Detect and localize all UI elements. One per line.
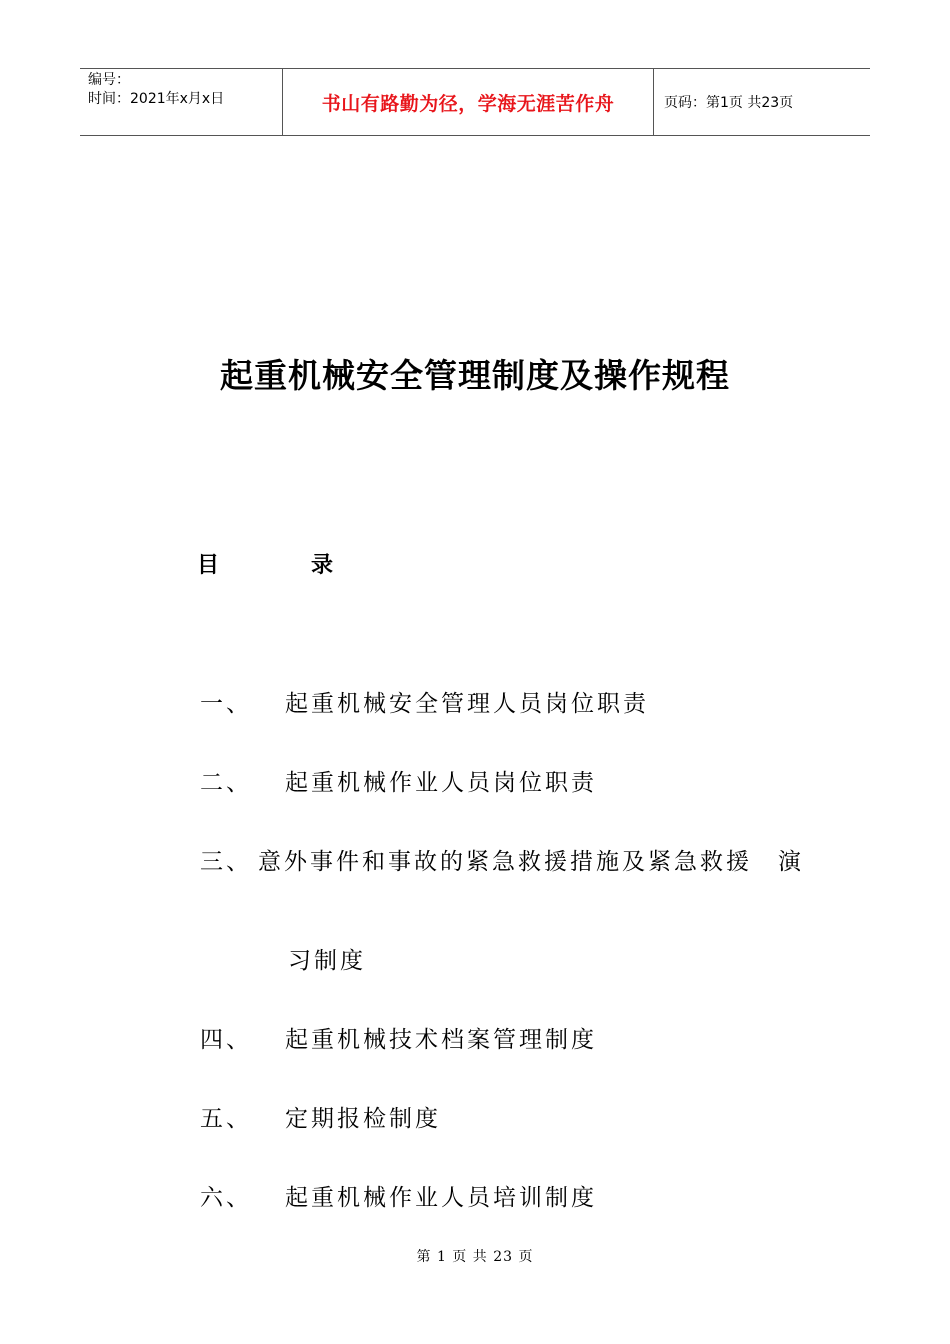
serial-label: 编号： xyxy=(88,72,130,88)
toc-item-text-continuation: 习制度 xyxy=(288,948,366,974)
document-header xyxy=(80,68,870,136)
header-page-info: 页码：第1页 共23页 xyxy=(664,95,794,111)
toc-item-number: 二、 xyxy=(200,770,252,796)
toc-item-number: 五、 xyxy=(200,1106,252,1132)
toc-item-number: 三、 xyxy=(200,849,252,875)
toc-item-text: 起重机械作业人员培训制度 xyxy=(285,1185,597,1211)
toc-heading-right: 录 xyxy=(311,553,334,578)
document-title: 起重机械安全管理制度及操作规程 xyxy=(220,356,730,395)
toc-item-text: 定期报检制度 xyxy=(285,1106,441,1132)
toc-item-number: 四、 xyxy=(200,1027,252,1053)
toc-item-text: 意外事件和事故的紧急救援措施及紧急救援 演 xyxy=(258,849,804,875)
toc-heading-left: 目 xyxy=(197,553,220,578)
page-footer: 第 1 页 共 23 页 xyxy=(416,1249,534,1265)
toc-item-text: 起重机械作业人员岗位职责 xyxy=(285,770,597,796)
toc-item-text: 起重机械安全管理人员岗位职责 xyxy=(285,691,649,717)
toc-item-text: 起重机械技术档案管理制度 xyxy=(285,1027,597,1053)
header-motto: 书山有路勤为径，学海无涯苦作舟 xyxy=(282,69,654,135)
toc-item-number: 六、 xyxy=(200,1185,252,1211)
header-meta xyxy=(80,69,282,135)
toc-item-number: 一、 xyxy=(200,691,252,717)
time-label: 时间：2021年x月x日 xyxy=(88,91,225,107)
